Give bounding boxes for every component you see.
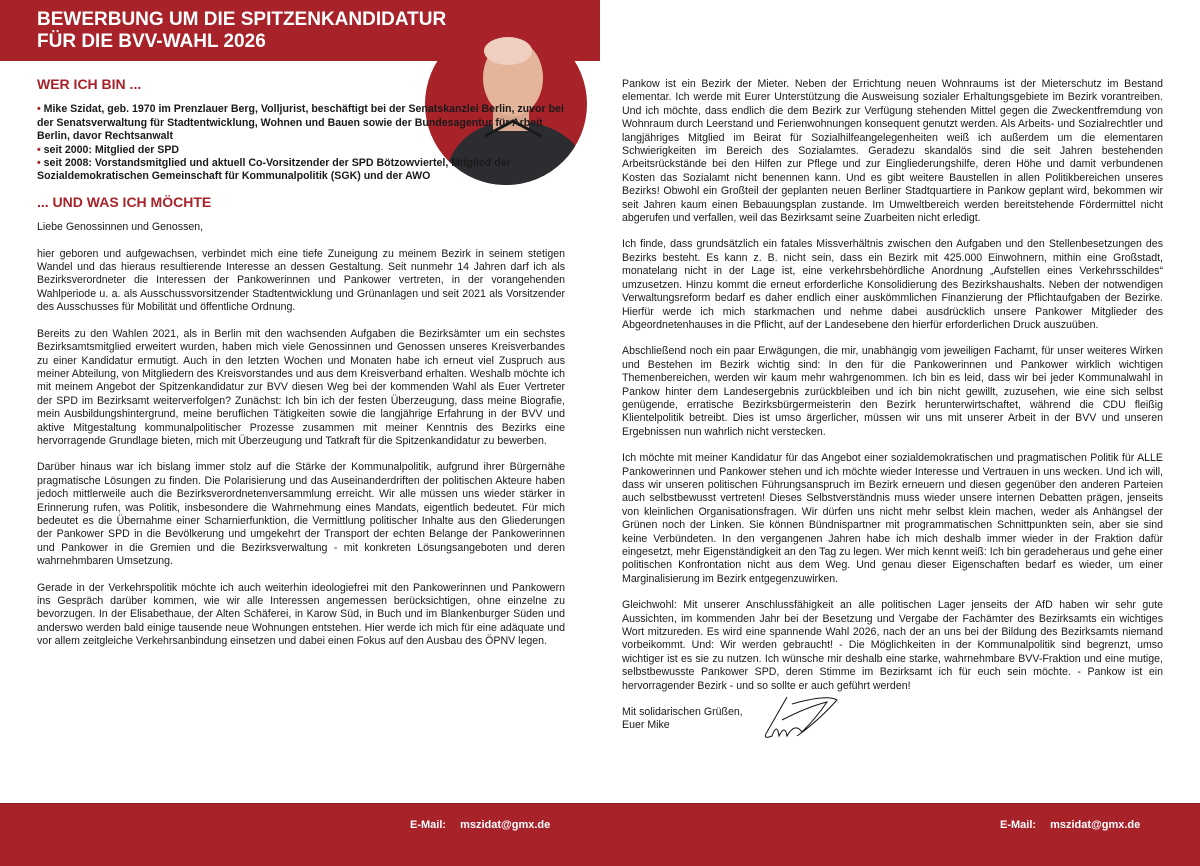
title-line-2: FÜR DIE BVV-WAHL 2026 (37, 31, 266, 52)
closing-name: Euer Mike (622, 719, 670, 732)
paragraph: hier geboren und aufgewachsen, verbindet mich eine tiefe Zuneigung zu meinem Bezirk in seinem stetigen Wandel und das hieraus resultierende Interesse an dessen Gestaltung. Seit nunmehr 14 Jahren darf ich als Bezirksverordneter die Interessen der Pankowerinnen und Pankower vertreten, in der vorangehenden Wahlperiode u. a. als Ausschussvorsitzender Stadtentwicklung und Grünanlagen und seit 2021 als Vorsitzender des Ausschusses für Mobilität und öffentliche Ordnung. (37, 247, 565, 314)
heading-what-i-want: ... UND WAS ICH MÖCHTE (37, 193, 212, 210)
title-line-1: BEWERBUNG UM DIE SPITZENKANDIDATUR (37, 9, 447, 30)
page-title (37, 9, 446, 53)
bio-item: • seit 2008: Vorstandsmitglied und aktuell Co-Vorsitzender der SPD Bötzowviertel, Mitglied der Sozialdemokratischen Gemeinschaft für Kommunalpolitik (SGK) und der AWO (37, 157, 511, 183)
left-column (37, 78, 565, 662)
footer-band (0, 803, 1200, 866)
salutation: Liebe Genossinnen und Genossen, (37, 221, 204, 234)
email-link[interactable]: mszidat@gmx.de (460, 819, 551, 831)
bio-item: • seit 2000: Mitglied der SPD (37, 143, 180, 156)
closing-greeting: Mit solidarischen Grüßen, (622, 706, 743, 719)
paragraph: Gerade in der Verkehrspolitik möchte ich auch weiterhin ideologiefrei mit den Pankowerinnen und Pankowern ins Gespräch darüber kommen, wie wir alle Interessen angemessen berücksichtigen, ohne einzelne zu bevorzugen. In der Elisabethaue, der Alten Schäferei, in Karow Süd, in Buch und im Blankenburger Süden und anderswo werden bald einige tausende neue Wohnungen entstehen. Hier werde ich mich für eine adäquate und vor allem zeitgleiche Verkehrsanbindung einsetzen und dabei einen Fokus auf den Ausbau des ÖPNV legen. (37, 581, 565, 648)
footer-email-left: E-Mail: mszidat@gmx.de (410, 819, 551, 831)
paragraph: Bereits zu den Wahlen 2021, als in Berlin mit den wachsenden Aufgaben die Bezirksämter um ein sechstes Bezirksamtsmitglied erweitert wurden, haben mich viele Genossinnen und Genossen unseres Kreisverbandes zu einer Kandidatur ermutigt. Auch in den letzten Wochen und Monaten habe ich erneut viel Zuspruch aus meiner Abteilung, von Mitgliedern des Kreisvorstandes und aus dem Kreisverband erhalten. Weshalb möchte ich mit meinem Angebot der Spitzenkandidatur zur BVV diesen Weg bei der kommenden Wahl als Euer Vertreter der SPD im Bezirksamt weiterverfolgen? Zunächst: Ich bin ich der festen Überzeugung, dass meine Biografie, mein Ausbildungshintergrund, meine beruflichen Tätigkeiten sowie die langjährige Erfahrung in der BVV und aktive Mitgestaltung kommunalpolitischer Prozesse zusammen mit meiner Kenntnis des Bezirks eine hervorragende Grundlage bieten, mich mit Überzeugung und Tatkraft für die Spitzenkandidatur zu bewerben. (37, 327, 565, 447)
paragraph: Ich möchte mit meiner Kandidatur für das Angebot einer sozialdemokratischen und pragmatischen Politik für ALLE Pankowerinnen und Pankower stehen und ich möchte wieder Interesse und Vertrauen in uns wecken. Und ich will, dass wir unseren politischen Führungsanspruch im Bezirk erneuern und diesen gegenüber den anderen Parteien auch selbstbewusst vertreten! Dieses Selbstverständnis muss wieder unsere internen Debatten prägen, jenseits von kleinlichen Organisationsfragen. Wir dürfen uns nicht mehr selbst klein machen, weder als Anhängsel der Grünen noch der Linken. Sie können Bündnispartner mit programmatischen Schnittpunkten sein, aber sie sind keine Verbündeten. In den vergangenen Jahren habe ich mich deshalb immer wieder in der Fraktion dafür eingesetzt, mehr Eigenständigkeit an den Tag zu legen. Wer mich kennt weiß: Ich bin geradeheraus und gehe einer politischen Konfrontation nicht aus dem Weg. Und genau dieser Eigenschaften bedarf es wieder, um einer Marginalisierung im Bezirk entgegenzuwirken. (622, 452, 1163, 585)
email-link[interactable]: mszidat@gmx.de (1050, 819, 1141, 831)
closing (622, 706, 1163, 733)
signature (757, 692, 857, 742)
paragraph: Darüber hinaus war ich bislang immer stolz auf die Stärke der Kommunalpolitik, aufgrund ihrer Bürgernähe pragmatische Lösungen zu finden. Die Polarisierung und das Auseinanderdriften der politischen Akteure haben jedoch mittlerweile auch die Bezirksverordnetenversammlung erreicht. Wir alle müssen uns wieder stärker in Erinnerung rufen, was Politik, insbesondere die Wahrnehmung eines Mandats, eigentlich bedeutet. Für mich bedeutet es die Übernahme einer Scharnierfunktion, die Vermittlung politischer Inhalte aus den Gliederungen der Pankower SPD in die Bevölkerung und umgekehrt der Transport der echten Belange der Pankowerinnen und Pankower in die Gremien und die Bezirksverwaltung - mit konkreten Lösungsangeboten und deren wahrnehmbaren Umsetzung. (37, 461, 565, 568)
bio-item: • Mike Szidat, geb. 1970 im Prenzlauer Berg, Volljurist, beschäftigt bei der Senatskanzlei Berlin, zuvor bei der Senatsverwaltung für Stadtentwicklung, Wohnen und Bauen sowie der Bundesagentur für Arbeit Berlin, davor Rechtsanwalt (37, 103, 564, 143)
bio-list (37, 103, 565, 183)
right-column (622, 78, 1163, 733)
paragraph: Pankow ist ein Bezirk der Mieter. Neben der Errichtung neuen Wohnraums ist der Mieterschutz im Bestand elementar. Ich werde mit Eurer Unterstützung die Ausweisung sozialer Erhaltungsgebiete im Bezirk vorantreiben. Und ich möchte, dass endlich die dem Bezirk zur Verfügung stehenden Mittel gegen die Zweckentfremdung von Wohnraum durch Leerstand und Ferienwohnungen konsequent genutzt werden. Als Arbeits- und Sozialrechtler und langjähriges Mitglied im Beirat für Sozialhilfeangelegenheiten weiß ich außerdem um die elementaren Schwierigkeiten im Bereich des Sozialamtes. Geradezu skandalös sind die seit Jahren bestehenden Arbeitsrückstände bei den Hilfen zur Pflege und zur Eingliederungshilfe, deren Höhe und damit verbundenen Kosten das Sozialamt nicht benennen kann. Und es gibt weitere Baustellen in allen Politikbereichen unseres Bezirks! Obwohl ein Großteil der geplanten neuen Berliner Stadtquartiere in Pankow geplant wird, bekommen wir seit Jahren kaum einen Bebauungsplan zustande. Im Umweltbereich werden bereitstehende Fördermittel nicht abgerufen und verfallen, weil das Bezirksamt seine Zuarbeiten nicht erledigt. (622, 78, 1163, 225)
heading-who-i-am: WER ICH BIN ... (37, 76, 142, 92)
footer-email-right: E-Mail: mszidat@gmx.de (1000, 819, 1141, 831)
paragraph: Abschließend noch ein paar Erwägungen, die mir, unabhängig vom jeweiligen Fachamt, für unser weiteres Wirken und Bestehen im Bezirk wichtig sind: In den für die Pankowerinnen und Pankower wirklich wichtigen Themenbereichen, werden wir kaum mehr wahrgenommen. Ich bin es leid, dass wir bei jeder Kommunalwahl in Pankow hinter dem Landesergebnis zurückbleiben und ich bin nicht gewillt, zuzusehen, wie eine sich selbst genügende, erratische Bezirksbürgermeisterin den Bezirk herunterwirtschaftet, während die CDU fleißig Klientelpolitik betreibt. Dies ist umso ärgerlicher, müssen wir uns mit unserer Arbeit in der BVV und unseren Ergebnissen nun wahrlich nicht verstecken. (622, 345, 1163, 438)
paragraph: Gleichwohl: Mit unserer Anschlussfähigkeit an alle politischen Lager jenseits der AfD haben wir sehr gute Aussichten, im kommenden Jahr bei der Besetzung und Vergabe der Fachämter des Bezirksamts ein wichtiges Wort mitzureden. Es wird eine spannende Wahl 2026, nach der an uns bei der Bildung des Bezirksamts niemand vorbeikommt. Und: Wir werden gebraucht! - Die Möglichkeiten in der Kommunalpolitik sind begrenzt, umso wichtiger ist es sie zu nutzen. Ich wünsche mir deshalb eine starke, wahrnehmbare BVV-Fraktion und eine mutige, selbstbewusste Pankower SPD, deren Stimme im Bezirksamt ich für euch sein möchte. - Pankow ist ein hervorragender Bezirk - und so sollte er auch geführt werden! (622, 599, 1163, 692)
paragraph: Ich finde, dass grundsätzlich ein fatales Missverhältnis zwischen den Aufgaben und den Stellenbesetzungen des Bezirks besteht. Es kann z. B. nicht sein, dass ein Bezirk mit 425.000 Einwohnern, mithin eine Großstadt, monatelang nicht in der Lage ist, eine verkehrsbehördliche Anordnung „Aufstellen eines Verkehrsschildes“ umzusetzen. Hinzu kommt die erneut erforderliche Konsolidierung des Bezirkshaushalts. Neben der notwendigen Verwaltungsreform bedarf es daher endlich einer auskömmlichen Finanzierung der Pflichtaufgaben der Bezirke. Hierfür werde ich mich starkmachen und nehme dabei ausdrücklich unsere Pankower Mitglieder des Abgeordnetenhauses in die Pflicht, auf der Landesebene den hierfür erforderlichen Druck auszuüben. (622, 238, 1163, 331)
